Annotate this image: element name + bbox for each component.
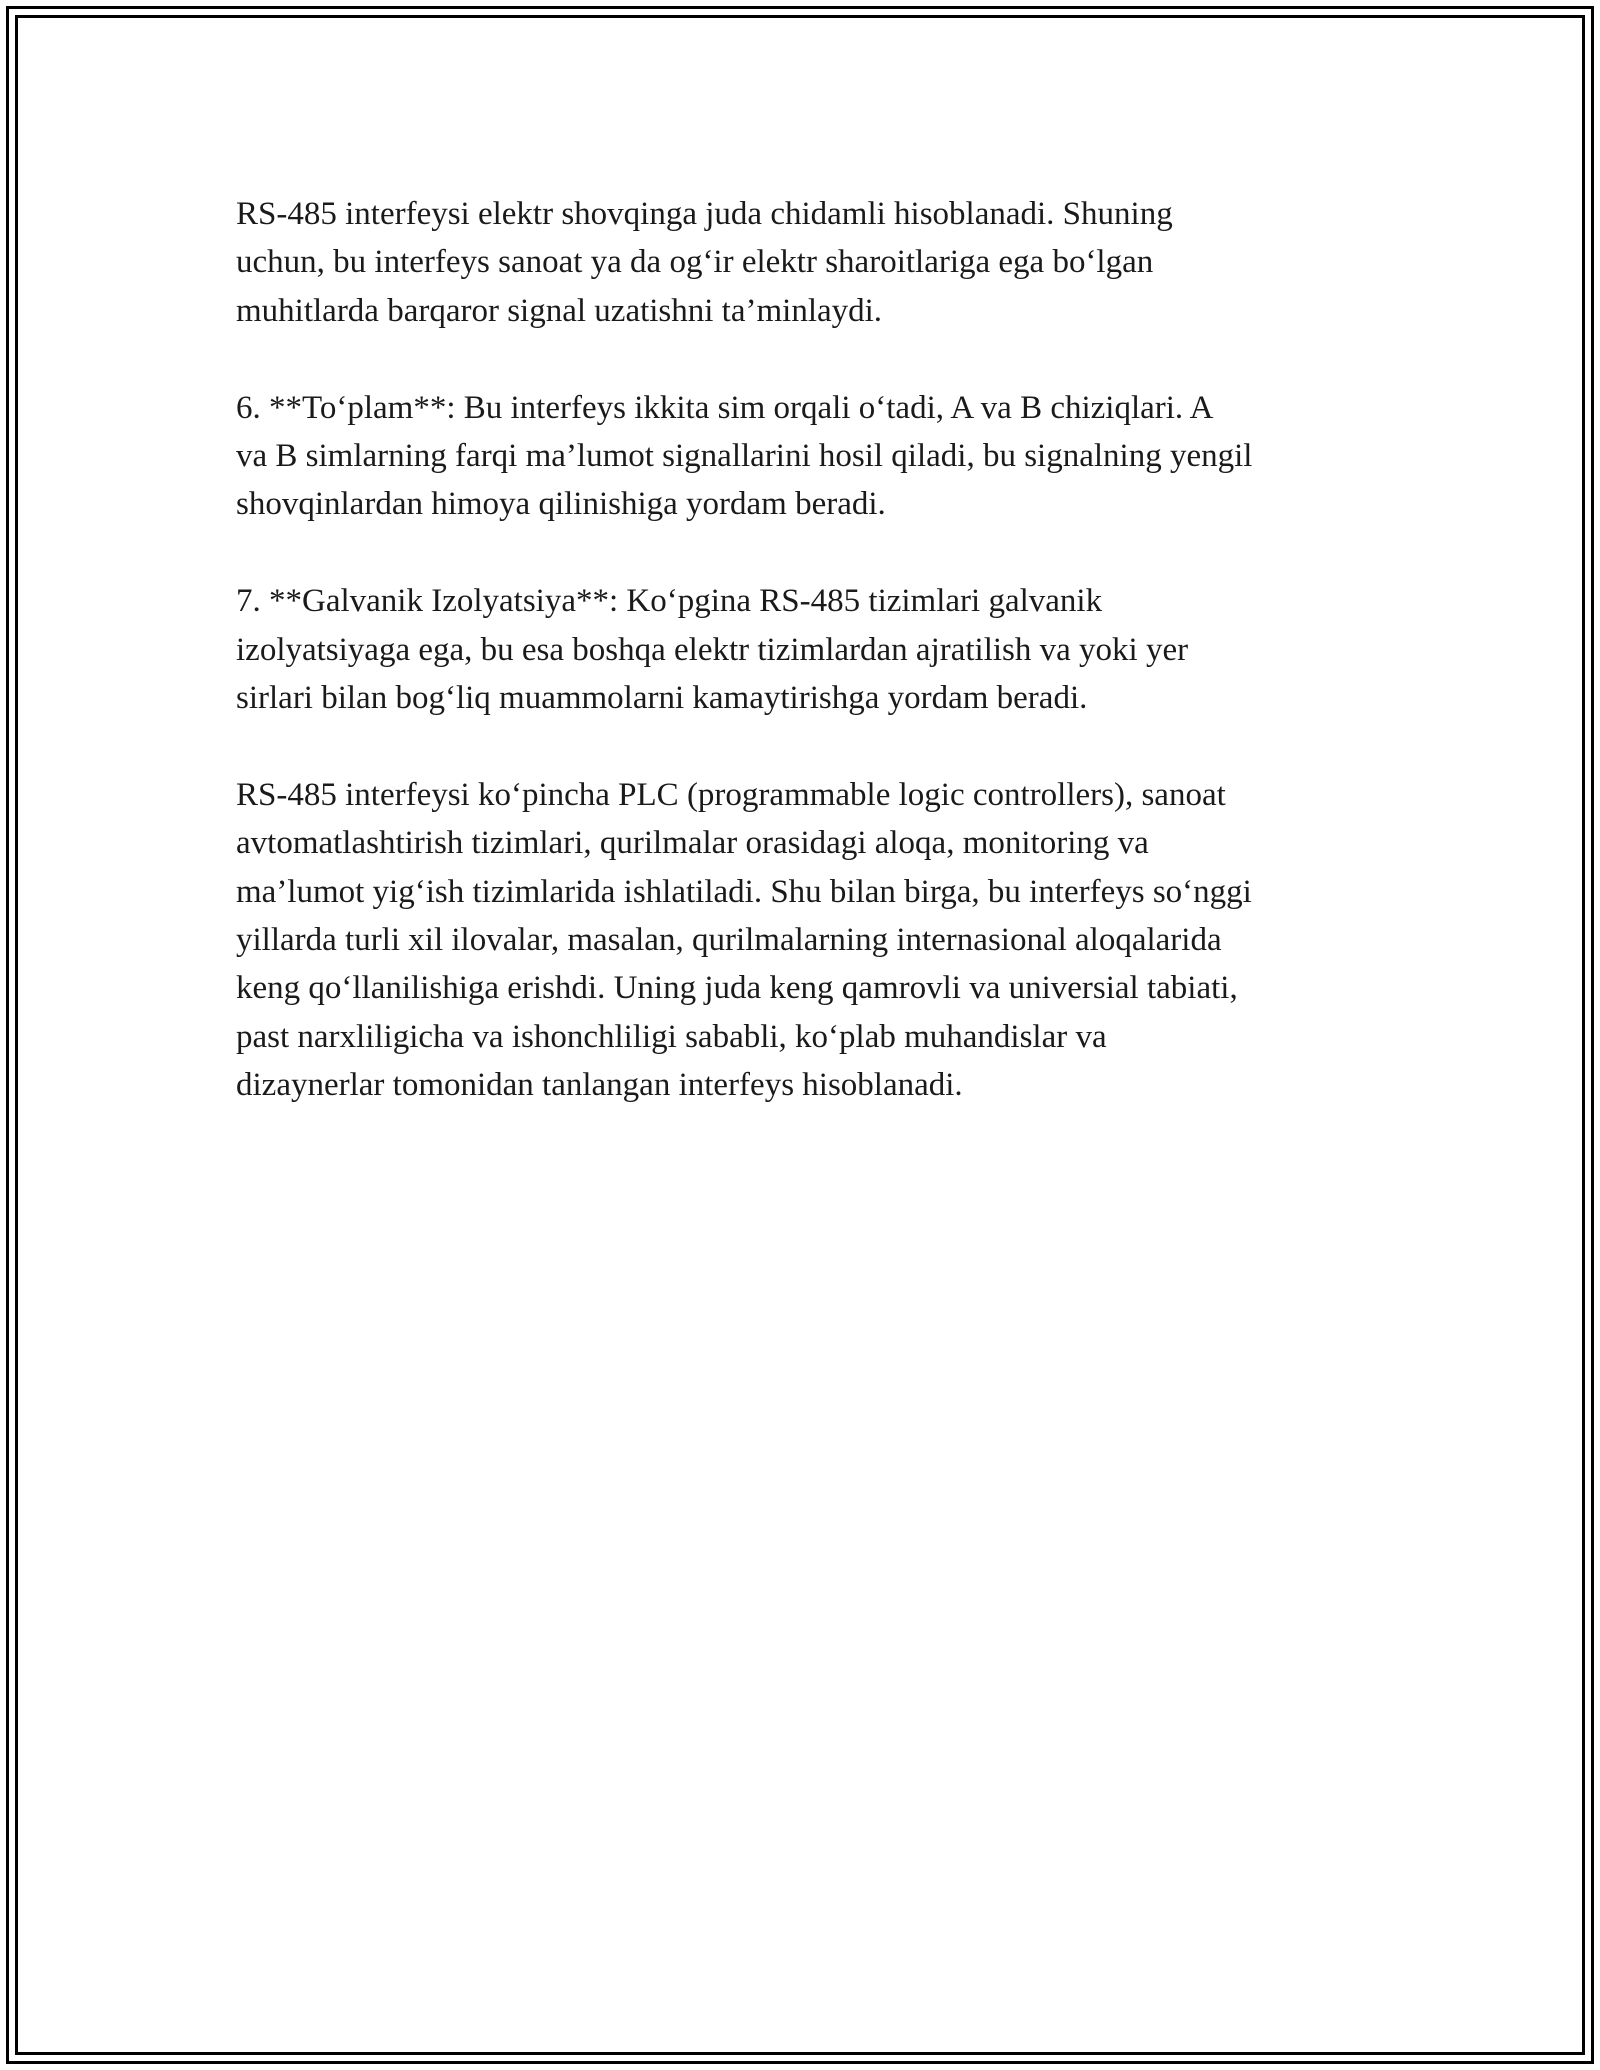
text-line: avtomatlashtirish tizimlari, qurilmalar orasidagi aloqa, monitoring va bbox=[236, 825, 1149, 862]
text-line: izolyatsiyaga ega, bu esa boshqa elektr tizimlardan ajratilish va yoki yer bbox=[236, 631, 1189, 668]
text-line: past narxliligicha va ishonchliligi sababli, ko‘plab muhandislar va bbox=[236, 1018, 1107, 1055]
paragraph-item-7 bbox=[236, 577, 1376, 722]
text-line: sirlari bilan bog‘liq muammolarni kamaytirishga yordam beradi. bbox=[236, 680, 1088, 717]
text-line: 7. **Galvanik Izolyatsiya**: Ko‘pgina RS-485 tizimlari galvanik bbox=[236, 583, 1103, 620]
paragraph-conclusion bbox=[236, 771, 1376, 1110]
text-line: va B simlarning farqi ma’lumot signallarini hosil qiladi, bu signalning yengil bbox=[236, 438, 1253, 475]
paragraph-intro bbox=[236, 190, 1376, 335]
paragraph-item-6 bbox=[236, 384, 1376, 529]
text-line: yillarda turli xil ilovalar, masalan, qurilmalarning internasional aloqalarida bbox=[236, 922, 1222, 959]
text-line: RS-485 interfeysi elektr shovqinga juda chidamli hisoblanadi. Shuning bbox=[236, 196, 1173, 232]
document-body bbox=[236, 190, 1376, 1158]
text-line: ma’lumot yig‘ish tizimlarida ishlatiladi. Shu bilan birga, bu interfeys so‘nggi bbox=[236, 873, 1252, 910]
text-line: uchun, bu interfeys sanoat ya da og‘ir elektr sharoitlariga ega bo‘lgan bbox=[236, 244, 1154, 281]
text-line: shovqinlardan himoya qilinishiga yordam beradi. bbox=[236, 486, 886, 523]
text-line: 6. **To‘plam**: Bu interfeys ikkita sim orqali o‘tadi, A va B chiziqlari. A bbox=[236, 389, 1214, 426]
text-line: muhitlarda barqaror signal uzatishni ta’minlaydi. bbox=[236, 292, 883, 329]
text-line: RS-485 interfeysi ko‘pincha PLC (programmable logic controllers), sanoat bbox=[236, 776, 1226, 813]
text-line: keng qo‘llanilishiga erishdi. Uning juda keng qamrovli va universial tabiati, bbox=[236, 970, 1238, 1007]
text-line: dizaynerlar tomonidan tanlangan interfeys hisoblanadi. bbox=[236, 1067, 963, 1104]
